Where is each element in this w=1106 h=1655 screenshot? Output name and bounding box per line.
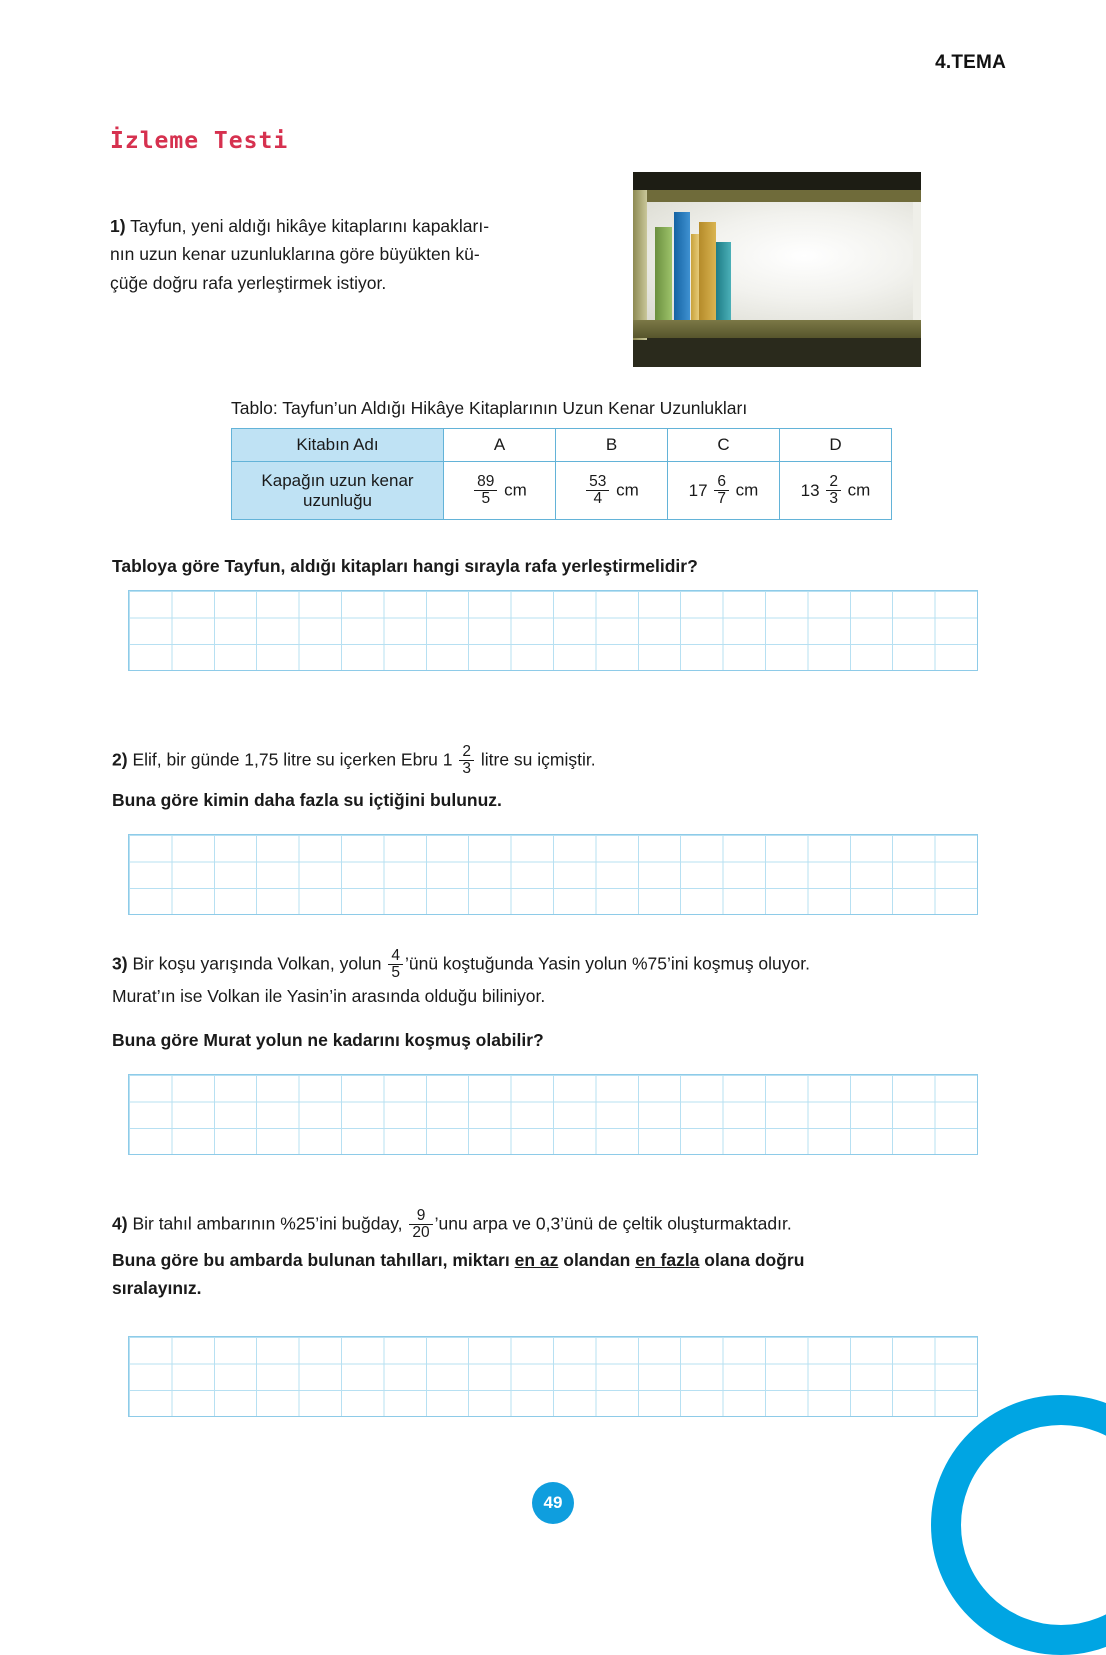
whole-13: 13 xyxy=(800,480,820,500)
answer-grid-3[interactable] xyxy=(128,1074,978,1155)
answer-grid-1[interactable] xyxy=(128,590,978,671)
question-3-text xyxy=(112,948,1002,1010)
book-blue xyxy=(674,212,690,322)
table-caption: Tablo: Tayfun’un Aldığı Hikâye Kitaplarının Uzun Kenar Uzunlukları xyxy=(231,398,748,418)
fraction-6-7: $\frac{6}{7}$ xyxy=(714,474,729,508)
decorative-corner-arc xyxy=(931,1395,1106,1655)
question-1-line-2: nın uzun kenar uzunluklarına göre büyükten kü- xyxy=(110,244,480,265)
unit-cm-b: cm xyxy=(616,479,639,499)
table-row xyxy=(232,429,892,462)
unit-cm-a: cm xyxy=(504,479,527,499)
shelf-floor xyxy=(633,320,921,338)
question-1-text xyxy=(110,212,600,297)
question-2-text-a: Elif, bir günde 1,75 litre su içerken Ebru 1 xyxy=(132,749,453,770)
question-4-prompt-a: Buna göre bu ambarda bulunan tahılları, miktarı xyxy=(112,1250,510,1270)
question-2-text xyxy=(112,744,992,778)
question-4-text-a: Bir tahıl ambarının %25’ini buğday, xyxy=(132,1213,403,1234)
book-gold xyxy=(699,222,716,322)
length-value-b xyxy=(556,462,668,520)
question-4-underline-2: en fazla xyxy=(635,1250,700,1270)
length-value-c xyxy=(668,462,780,520)
theme-label: 4.TEMA xyxy=(935,52,1006,73)
answer-grid-2[interactable] xyxy=(128,834,978,915)
fraction-53-4: $\frac{53}{4}$ xyxy=(586,474,609,508)
question-2-number: 2) xyxy=(112,749,128,770)
question-4-text-b: ’unu arpa ve 0,3’ünü de çeltik oluşturmaktadır. xyxy=(434,1213,792,1234)
question-4-text xyxy=(112,1208,1002,1242)
question-1-line-1: Tayfun, yeni aldığı hikâye kitaplarını kapakları- xyxy=(130,216,490,236)
table-cell-a: A xyxy=(444,429,556,462)
whole-17: 17 xyxy=(688,480,708,500)
fraction-2-3-q2: $\frac{2}{3}$ xyxy=(459,744,474,778)
page-title: İzleme Testi xyxy=(110,128,289,154)
bookshelf-image xyxy=(633,172,921,367)
question-2-text-b: litre su içmiştir. xyxy=(480,749,596,770)
answer-grid-4[interactable] xyxy=(128,1336,978,1417)
table-header-length-line-1: Kapağın uzun kenar xyxy=(261,470,414,490)
question-4-prompt-c: olana doğru xyxy=(704,1250,805,1270)
table-header-length-line-2: uzunluğu xyxy=(302,490,372,510)
question-4-number: 4) xyxy=(112,1213,128,1234)
question-3-text-a: Bir koşu yarışında Volkan, yolun xyxy=(132,953,382,974)
book-green xyxy=(655,227,672,322)
question-3-prompt: Buna göre Murat yolun ne kadarını koşmuş olabilir? xyxy=(112,1030,544,1050)
table-cell-c: C xyxy=(668,429,780,462)
question-1-number: 1) xyxy=(110,216,126,236)
table-row xyxy=(232,462,892,520)
question-4-prompt-b: olandan xyxy=(563,1250,631,1270)
question-4-underline-1: en az xyxy=(514,1250,559,1270)
unit-cm-d: cm xyxy=(847,479,871,499)
question-2-prompt: Buna göre kimin daha fazla su içtiğini bulunuz. xyxy=(112,790,502,810)
question-3-text-b: ’ünü koştuğunda Yasin yolun %75’ini koşmuş oluyor. xyxy=(404,953,810,974)
fraction-2-3: $\frac{2}{3}$ xyxy=(826,474,841,508)
question-1-line-3: çüğe doğru rafa yerleştirmek istiyor. xyxy=(110,272,387,293)
table-cell-d: D xyxy=(780,429,892,462)
table-header-name: Kitabın Adı xyxy=(232,429,444,462)
fraction-9-20-q4: $\frac{9}{20}$ xyxy=(409,1208,432,1242)
question-3-number: 3) xyxy=(112,953,128,974)
length-value-d xyxy=(780,462,892,520)
question-3-line-2: Murat’ın ise Volkan ile Yasin’in arasında olduğu biliniyor. xyxy=(112,985,546,1006)
page-number: 49 xyxy=(532,1482,574,1524)
book-teal xyxy=(716,242,731,322)
table-cell-b: B xyxy=(556,429,668,462)
book-lengths-table xyxy=(231,428,892,520)
fraction-89-5: $\frac{89}{5}$ xyxy=(474,474,497,508)
question-1-prompt: Tabloya göre Tayfun, aldığı kitapları hangi sırayla rafa yerleştirmelidir? xyxy=(112,556,698,576)
fraction-4-5-q3: $\frac{4}{5}$ xyxy=(388,948,403,982)
length-value-a xyxy=(444,462,556,520)
unit-cm-c: cm xyxy=(735,479,759,499)
question-4-prompt-d: sıralayınız. xyxy=(112,1278,202,1298)
book-yellow-thin xyxy=(691,234,699,322)
table-header-length xyxy=(232,462,444,520)
shelf-left-wall xyxy=(633,190,647,340)
question-4-prompt xyxy=(112,1246,1007,1302)
